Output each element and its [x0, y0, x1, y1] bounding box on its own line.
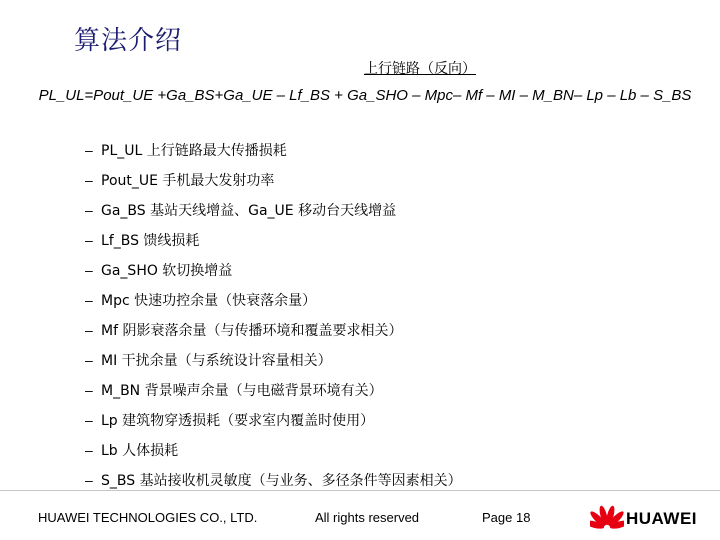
- item-text: M_BN 背景噪声余量（与电磁背景环境有关）: [101, 383, 383, 399]
- item-text: Ga_BS 基站天线增益、Ga_UE 移动台天线增益: [101, 203, 397, 219]
- dash-bullet: –: [85, 172, 93, 188]
- dash-bullet: –: [85, 232, 93, 248]
- list-item: [85, 345, 462, 375]
- list-item: [85, 135, 462, 165]
- logo-text: HUAWEI: [626, 509, 697, 528]
- item-text: Lf_BS 馈线损耗: [101, 233, 200, 249]
- huawei-logo: [590, 502, 710, 534]
- dash-bullet: –: [85, 142, 93, 158]
- footer-rights: All rights reserved: [315, 510, 420, 525]
- dash-bullet: –: [85, 292, 93, 308]
- item-text: Ga_SHO 软切换增益: [101, 263, 233, 279]
- item-text: S_BS 基站接收机灵敏度（与业务、多径条件等因素相关）: [101, 473, 462, 489]
- subtitle-text: 上行链路（反向）: [364, 61, 476, 77]
- list-item: [85, 255, 462, 285]
- list-item: [85, 375, 462, 405]
- item-text: Mpc 快速功控余量（快衰落余量）: [101, 293, 317, 309]
- item-text: Lp 建筑物穿透损耗（要求室内覆盖时使用）: [101, 413, 375, 429]
- footer-divider: [0, 490, 720, 491]
- list-item: [85, 285, 462, 315]
- item-text: Mf 阴影衰落余量（与传播环境和覆盖要求相关）: [101, 323, 403, 339]
- page-number: Page 18: [482, 510, 531, 525]
- footer-company: HUAWEI TECHNOLOGIES CO., LTD.: [38, 510, 258, 525]
- huawei-flower-icon: [590, 502, 624, 532]
- item-text: MI 干扰余量（与系统设计容量相关）: [101, 353, 332, 369]
- dash-bullet: –: [85, 412, 93, 428]
- item-text: PL_UL 上行链路最大传播损耗: [101, 143, 287, 159]
- dash-bullet: –: [85, 322, 93, 338]
- list-item: [85, 195, 462, 225]
- parameter-list: [85, 135, 462, 495]
- path-loss-formula: PL_UL=Pout_UE +Ga_BS+Ga_UE – Lf_BS + Ga_SHO – Mpc– Mf – MI – M_BN– Lp – Lb – S_BS: [38, 87, 692, 104]
- slide-subtitle: [0, 58, 720, 78]
- list-item: [85, 435, 462, 465]
- dash-bullet: –: [85, 352, 93, 368]
- dash-bullet: –: [85, 472, 93, 488]
- dash-bullet: –: [85, 262, 93, 278]
- list-item: [85, 405, 462, 435]
- list-item: [85, 315, 462, 345]
- item-text: Lb 人体损耗: [101, 443, 179, 459]
- dash-bullet: –: [85, 442, 93, 458]
- item-text: Pout_UE 手机最大发射功率: [101, 173, 275, 189]
- list-item: [85, 165, 462, 195]
- list-item: [85, 225, 462, 255]
- dash-bullet: –: [85, 382, 93, 398]
- slide-title: 算法介绍: [74, 26, 183, 56]
- dash-bullet: –: [85, 202, 93, 218]
